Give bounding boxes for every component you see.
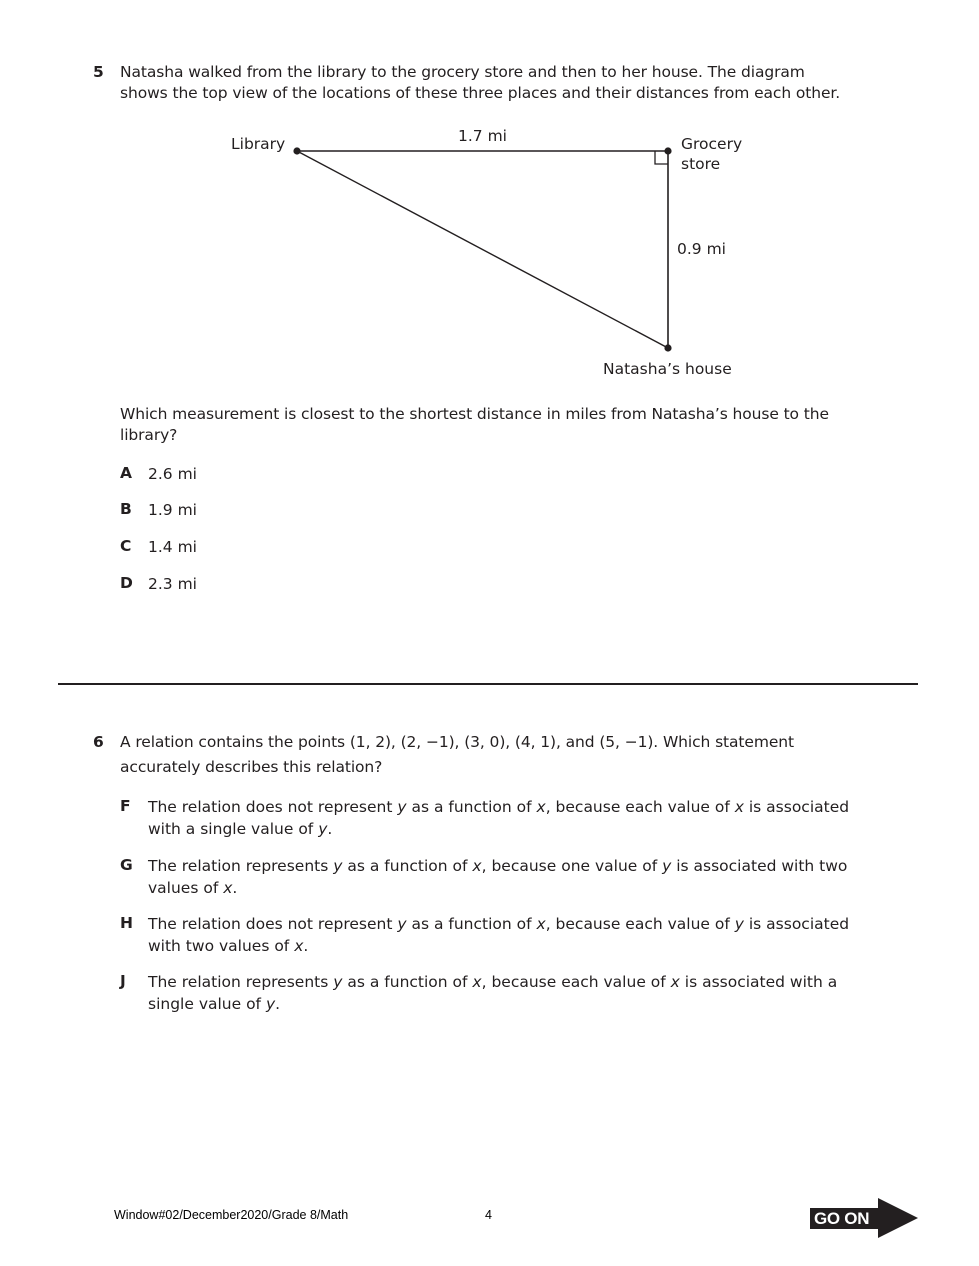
question-6-prompt-line1: A relation contains the points (1, 2), (2, −1), (3, 0), (4, 1), and (5, −1). Which statement: [120, 733, 794, 751]
option-letter: B: [120, 500, 132, 518]
option-text-line2: values of x.: [148, 879, 238, 897]
question-6-prompt-line2: accurately describes this relation?: [120, 758, 383, 776]
option-text: 2.3 mi: [148, 575, 197, 593]
house-label: Natasha’s house: [603, 360, 732, 378]
side-distance-label: 0.9 mi: [677, 240, 726, 258]
option-letter: D: [120, 574, 133, 592]
grocery-point: [664, 147, 671, 154]
option-text-line1: The relation represents y as a function of x, because each value of x is associated with a: [148, 973, 838, 991]
option-text-line1: The relation does not represent y as a function of x, because each value of y is associated: [148, 915, 850, 933]
question-6-number: 6: [93, 733, 104, 751]
option-letter: C: [120, 537, 132, 555]
option-text-line2: single value of y.: [148, 995, 281, 1013]
option-text: 1.4 mi: [148, 538, 197, 556]
go-on-label: GO ON: [814, 1209, 870, 1228]
grocery-label-line1: Grocery: [681, 135, 743, 153]
option-letter: J: [120, 972, 126, 990]
option-text: 2.6 mi: [148, 465, 197, 483]
question-5-stem-line2: library?: [120, 426, 178, 444]
question-5-prompt-line1: Natasha walked from the library to the grocery store and then to her house. The diagram: [120, 63, 805, 81]
library-point: [293, 147, 300, 154]
triangle-diagram: [0, 0, 979, 400]
option-letter: A: [120, 464, 132, 482]
house-point: [664, 344, 671, 351]
option-letter: F: [120, 797, 131, 815]
option-text-line2: with a single value of y.: [148, 820, 333, 838]
top-distance-label: 1.7 mi: [458, 127, 507, 145]
question-5-stem-line1: Which measurement is closest to the shortest distance in miles from Natasha’s house to the: [120, 405, 829, 423]
option-text-line1: The relation represents y as a function of x, because one value of y is associated with two: [148, 857, 848, 875]
option-text: 1.9 mi: [148, 501, 197, 519]
library-house-segment: [297, 151, 668, 348]
section-divider: [58, 683, 918, 685]
page-number: 4: [485, 1208, 492, 1222]
option-text-line2: with two values of x.: [148, 937, 309, 955]
library-label: Library: [231, 135, 286, 153]
option-letter: G: [120, 856, 133, 874]
option-text-line1: The relation does not represent y as a function of x, because each value of x is associated: [148, 798, 850, 816]
form-identifier: Window#02/December2020/Grade 8/Math: [114, 1208, 349, 1222]
question-5-number: 5: [93, 63, 104, 81]
grocery-label-line2: store: [681, 155, 721, 173]
option-letter: H: [120, 914, 133, 932]
question-5-prompt-line2: shows the top view of the locations of these three places and their distances from each other.: [120, 84, 841, 102]
